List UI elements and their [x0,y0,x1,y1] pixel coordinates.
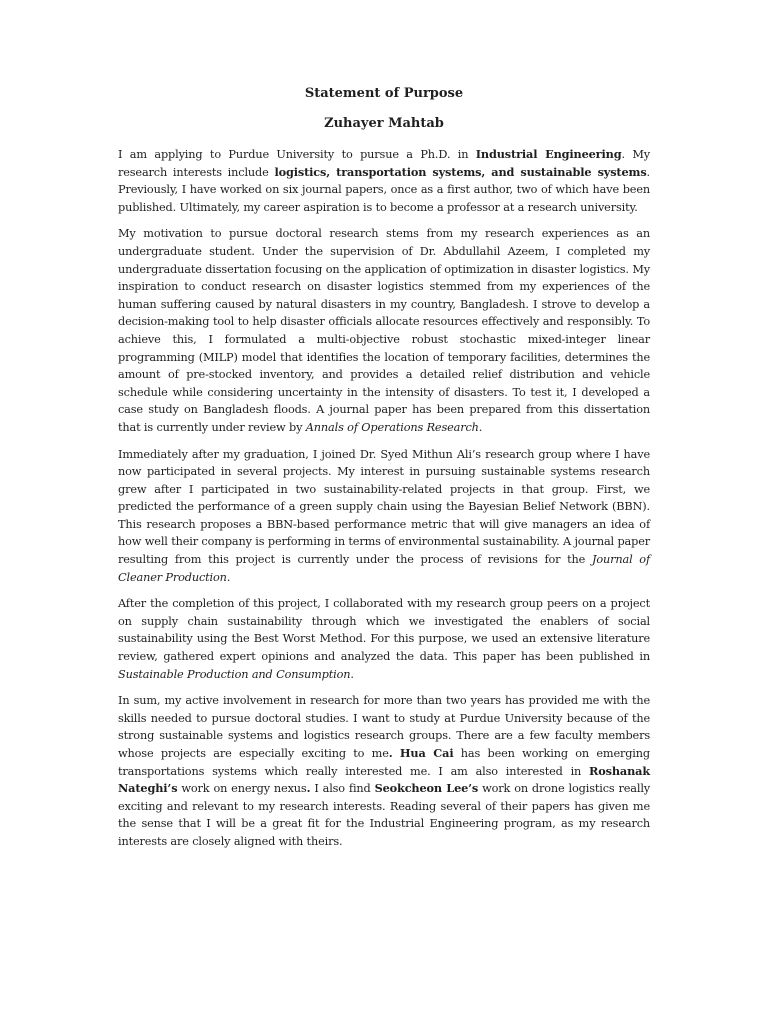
text-run: I also find [310,782,375,796]
paragraph-collaboration [118,595,650,683]
document-title: Statement of Purpose [304,86,464,101]
bold-text: Industrial Engineering [475,147,622,161]
paragraph-conclusion [118,692,650,850]
text-run: has been working on emerging transportations systems which really interested me. I am also interested in [118,747,650,778]
italic-text: Journal of Cleaner Production [118,553,650,584]
text-run: In sum, my active involvement in research for more than two years has provided me with the skills needed to pursue doctoral studies. I want to study at Purdue University because of the strong sustainable systems and logistics research groups. There are a few faculty members whose projects are especially exciting to me [118,694,650,760]
text-run [393,747,400,760]
bold-text: . [306,781,311,796]
bold-text: . [388,746,393,760]
italic-text: Annals of Operations Research [305,420,479,434]
bold-text: Roshanak Nateghi’s [118,763,650,796]
italic-text: Sustainable Production and Consumption [118,667,351,681]
text-run: My motivation to pursue doctoral research stems from my research experiences as an undergraduate student. Under the supervision of Dr. Abdullahil Azeem, I completed my undergraduate dissertation focusing on the application of optimization in disaster logistics. My inspiration to conduct research on disaster logistics stemmed from my experiences of the human suffering caused by natural disasters in my country, Bangladesh. I strove to develop a decision-making tool to help disaster officials allocate resources effectively and responsibly. To achieve this, I formulated a multi-objective robust stochastic mixed-integer linear programming (MILP) model that identifies the location of temporary facilities, determines the amount of pre-stocked inventory, and provides a detailed relief distribution and vehicle schedule while considering uncertainty in the intensity of disasters. To test it, I developed a case study on Bangladesh floods. A journal paper has been prepared from this dissertation that is currently under review by [118,227,650,434]
text-run: work on drone logistics really exciting and relevant to my research interests. Reading several of their papers has given me the sense that I will be a great fit for the Industrial Engineering program, as my research interests are closely aligned with theirs. [118,782,651,848]
text-run: Immediately after my graduation, I joined Dr. Syed Mithun Ali’s research group where I have now participated in several projects. My interest in pursuing sustainable systems research grew after I participated in two sustainability-related projects in that group. First, we predicted the performance of a green supply chain using the Bayesian Belief Network (BBN). This research proposes a BBN-based performance metric that will give managers an idea of how well their company is performing in terms of environmental sustainability. A journal paper resulting from this project is currently under the process of revisions for the [118,447,650,567]
text-run: . [478,420,483,434]
bold-text: Seokcheon Lee’s [374,781,479,796]
text-run: . Previously, I have worked on six journal papers, once as a first author, two of which have been published. Ultimately, my career aspiration is to become a professor at a research university. [118,165,650,214]
bold-text: logistics, transportation systems, and sustainable systems [274,164,647,179]
text-run: I am applying to Purdue University to pursue a Ph.D. in [118,148,476,161]
text-run: . My research interests include [118,148,650,179]
text-run: work on energy nexus [177,782,307,796]
text-run: . [226,570,231,584]
paragraph-intro [118,146,650,216]
bold-text: Hua Cai [399,746,454,760]
author-name: Zuhayer Mahtab [324,116,444,131]
paragraph-research-group [118,446,650,587]
document-page [118,84,650,860]
text-run: . [350,667,354,681]
paragraph-motivation [118,225,650,436]
text-run: After the completion of this project, I collaborated with my research group peers on a project on supply chain sustainability through which we investigated the enablers of social sustainability using the Best Worst Method. For this purpose, we used an extensive literature review, gathered expert opinions and analyzed the data. This paper has been published in [118,597,650,664]
